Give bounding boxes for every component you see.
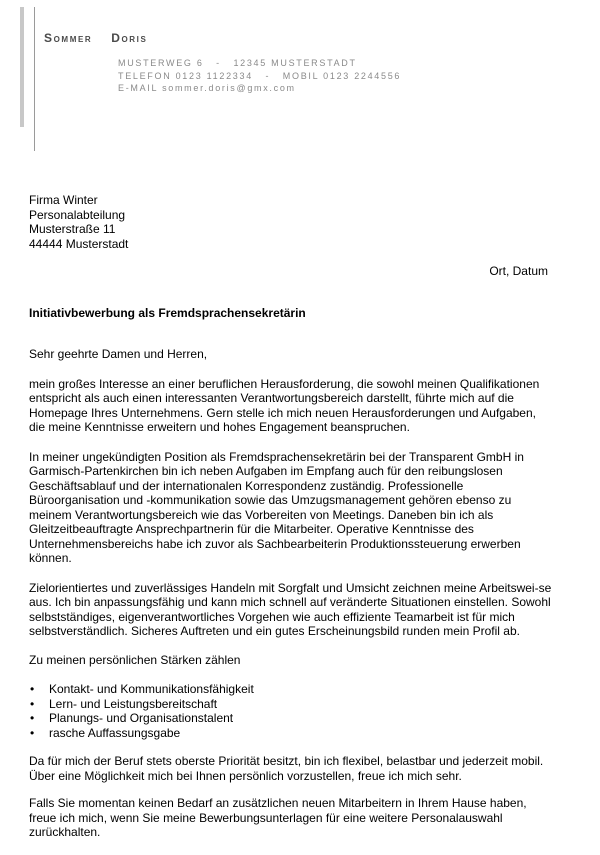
bullet-icon: • — [30, 711, 35, 725]
paragraph-profile: Zielorientiertes und zuverlässiges Handeln mit Sorgfalt und Umsicht zeichnen meine Arbeitswei-se aus. Ich bin anpassungsfähig und kann mich schnell auf veränderte Situationen einstellen. Sowohl selbstständiges, eigenverantwortliches Vorgehen wie auch effiziente Teamarbeit ist für mich selbstverständlich. Sicheres Auftreten und ein gutes Erscheinungsbild runden mein Profil ab. — [29, 580, 552, 638]
sender-first-name: Doris — [111, 31, 148, 45]
sender-email: sommer.doris@gmx.com — [162, 83, 296, 93]
list-item: • rasche Auffassungsgabe — [30, 725, 181, 740]
sender-contact — [118, 57, 401, 95]
paragraph-interest: mein großes Interesse an einer beruflichen Herausforderung, die sowohl meinen Qualifikationen entspricht als auch einen interessanten Verantwortungsbereich darstellt, führte mich auf die Homepage Ihres Unternehmens. Gern stelle ich mich neuen Herausforderungen und Aufgaben, die meine Kenntnisse erweitern und hohes Engagement beanspruchen. — [29, 376, 540, 434]
place-date: Ort, Datum — [489, 264, 548, 278]
list-item: • Planungs- und Organisationstalent — [30, 711, 234, 725]
sender-address: MUSTERWEG 6 - 12345 MUSTERSTADT — [118, 58, 357, 68]
bullet-icon: • — [30, 725, 35, 740]
list-item: • Kontakt- und Kommunikationsfähigkeit — [30, 682, 254, 696]
letter-body — [29, 347, 554, 855]
recipient-city: 44444 Musterstadt — [29, 236, 129, 251]
bullet-icon: • — [30, 682, 35, 696]
salutation: Sehr geehrte Damen und Herren, — [29, 347, 208, 361]
paragraph-position: In meiner ungekündigten Position als Fremdsprachensekretärin bei der Transparent GmbH in Garmisch-Partenkirchen bin ich neben Aufgaben im Empfang auch für den reibungslosen Geschäftsablauf und der internationalen Korrespondenz zuständig. Professionelle Büroorganisation und -kommunikation sowie das Umzugsmanagement gehören ebenso zu meinem Verantwortungsbereich wie das Vorbereiten von Meetings. Daneben bin ich als Gleitzeitbeauftragte Ansprechpartnerin für die Mitarbeiter. Operative Kenntnisse des Unternehmensbereichs habe ich zuvor als Sachbearbeiterin Produktionssteuerung erwerben können. — [29, 449, 524, 565]
sender-email-label: E-MAIL — [118, 83, 158, 93]
bullet-icon: • — [30, 696, 35, 711]
sender-phone: TELEFON 0123 1122334 - MOBIL 0123 2244556 — [118, 70, 402, 81]
sender-name — [44, 31, 147, 45]
recipient-company: Firma Winter — [29, 193, 98, 207]
header-accent-bar — [20, 7, 24, 127]
list-item: • Lern- und Leistungsbereitschaft — [30, 696, 218, 711]
header-divider-line — [34, 7, 35, 151]
sender-last-name: Sommer — [44, 31, 93, 45]
letter-subject: Initiativbewerbung als Fremdsprachensekretärin — [29, 306, 306, 320]
sender-email-line — [118, 82, 401, 95]
strengths-list — [29, 682, 554, 740]
paragraph-retention: Falls Sie momentan keinen Bedarf an zusätzlichen neuen Mitarbeitern in Ihrem Hause haben, freue ich mich, wenn Sie meine Bewerbungsunterlagen für eine weitere Personalauswahl zurückhalten. — [29, 796, 527, 839]
recipient-department: Personalabteilung — [29, 207, 126, 222]
recipient-address — [29, 193, 128, 251]
recipient-street: Musterstraße 11 — [29, 222, 116, 236]
strengths-intro: Zu meinen persönlichen Stärken zählen — [29, 652, 241, 667]
paragraph-mobility: Da für mich der Beruf stets oberste Priorität besitzt, bin ich flexibel, belastbar und jederzeit mobil. Über eine Möglichkeit mich bei Ihnen persönlich vorzustellen, freue ich mich sehr. — [29, 754, 544, 783]
